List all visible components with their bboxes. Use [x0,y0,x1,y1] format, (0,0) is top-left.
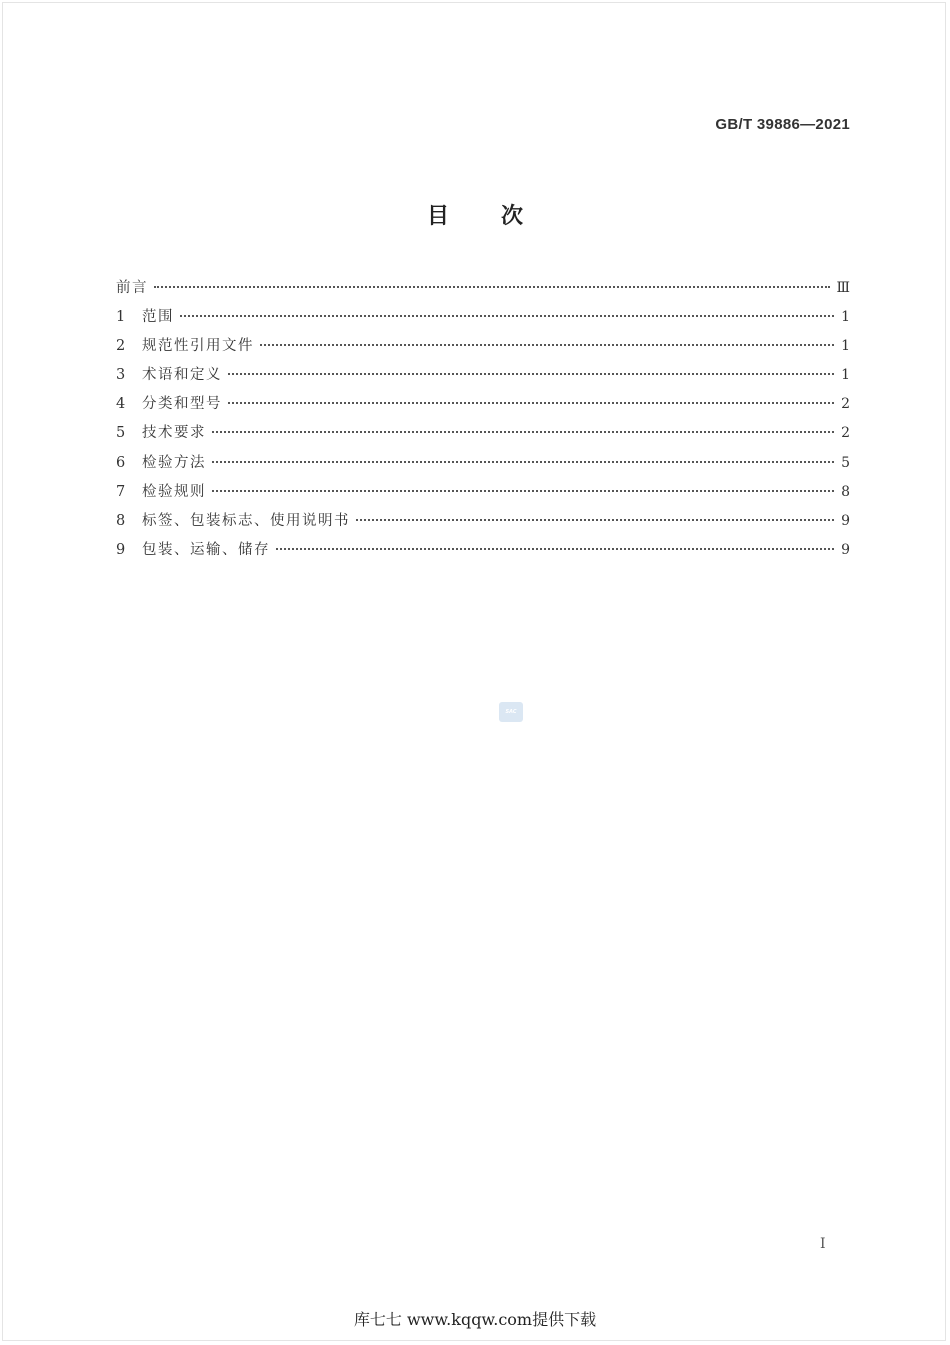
toc-entry-number: 2 [116,338,126,355]
toc-entry-page: 2 [841,396,850,413]
toc-leader-dots [260,344,834,346]
toc-entry-inspection-rules[interactable] [116,480,850,509]
toc-leader-dots [228,373,834,375]
toc-entry-packaging-transport[interactable] [116,538,850,567]
toc-entry-number: 6 [116,454,126,471]
toc-entry-label: 范围 [142,309,174,326]
toc-leader-dots [356,519,834,521]
toc-entry-label: 检验方法 [142,454,206,471]
toc-entry-label: 规范性引用文件 [142,338,254,355]
toc-entry-number: 7 [116,483,126,500]
toc-entry-terms-definitions[interactable] [116,363,850,392]
toc-entry-label: 包装、运输、储存 [142,541,270,558]
toc-leader-dots [212,431,834,433]
toc-entry-page: 1 [841,309,850,326]
toc-entry-label: 技术要求 [142,425,206,442]
toc-entry-label: 分类和型号 [142,396,222,413]
toc-entry-labels-marking[interactable] [116,509,850,538]
toc-entry-scope[interactable] [116,305,850,334]
toc-entry-technical-requirements[interactable] [116,421,850,450]
toc-entry-page: 5 [841,454,850,471]
toc-entry-page: 1 [841,338,850,355]
toc-leader-dots [180,315,834,317]
toc-entry-page: 2 [841,425,850,442]
toc-leader-dots [276,548,834,550]
toc-entry-label: 标签、包装标志、使用说明书 [142,512,350,529]
page-number: I [820,1236,826,1252]
toc-entry-classification[interactable] [116,392,850,421]
toc-entry-number: 5 [116,425,126,442]
toc-leader-dots [212,461,834,463]
toc-title: 目次 [426,204,575,229]
toc-entry-number: 4 [116,396,126,413]
toc-entry-label: 前言 [116,280,148,296]
toc-entry-number: 8 [116,512,126,529]
toc-entry-page: 9 [841,541,850,558]
toc-entry-number: 3 [116,367,126,384]
standard-number: GB/T 39886—2021 [715,116,850,133]
toc-leader-dots [212,490,834,492]
toc-entry-label: 术语和定义 [142,367,222,384]
watermark-text: SAC [505,709,517,715]
toc-entry-page: 8 [841,483,850,500]
toc-entry-number: 1 [116,309,126,326]
toc-entry-page: 1 [841,367,850,384]
toc-entry-label: 检验规则 [142,483,206,500]
toc-leader-dots [228,402,834,404]
toc-entry-normative-references[interactable] [116,334,850,363]
toc-entry-test-methods[interactable] [116,451,850,480]
toc-entry-foreword[interactable] [116,276,850,305]
table-of-contents [116,276,850,567]
sac-watermark-logo [499,702,523,722]
footer-download-credit: 库七七 www.kqqw.com提供下载 [353,1310,597,1329]
toc-entry-page: 9 [841,512,850,529]
toc-leader-dots [154,286,830,288]
toc-entry-number: 9 [116,541,126,558]
toc-entry-page: Ⅲ [836,280,850,296]
